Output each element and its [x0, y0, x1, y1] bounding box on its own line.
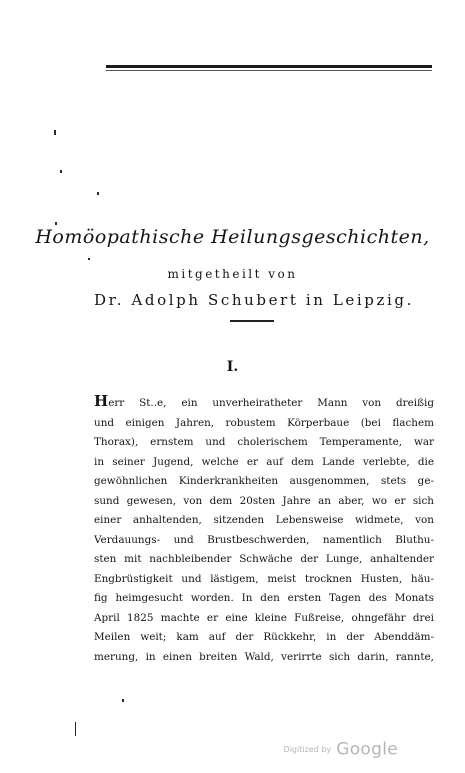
text-line: sten mit nachbleibender Schwäche der Lunge, anhaltender [94, 553, 434, 565]
article-title: Homöopathische Heilungsgeschichten, [35, 226, 430, 248]
text-line: merung, in einen breiten Wald, verirrte sich darin, rannte, [94, 650, 434, 663]
google-logo: Google [336, 739, 398, 759]
body-paragraph [94, 392, 434, 667]
text-line: Verdauungs- und Brustbeschwerden, namentlich Bluthu- [94, 533, 434, 546]
article-subtitle: mitgetheilt von [167, 267, 298, 281]
drop-cap: H [94, 392, 109, 410]
ink-speck [55, 222, 57, 225]
text-line: Engbrüstigkeit und lästigem, meist trocknen Husten, häu- [94, 572, 434, 585]
text-line: gewöhnlichen Kinderkrankheiten ausgenommen, stets ge- [94, 475, 434, 487]
google-watermark [284, 739, 398, 760]
ink-speck [122, 699, 124, 702]
text-line: sund gewesen, von dem 20sten Jahre an aber, wo er sich [94, 494, 434, 507]
text-line: in seiner Jugend, welche er auf dem Lande verlebte, die [94, 455, 434, 468]
author-underline [230, 320, 274, 322]
author-line: Dr. Adolph Schubert in Leipzig. [94, 291, 414, 309]
text-line: Herr St..e, ein unverheiratheter Mann von dreißig [94, 392, 434, 410]
ink-speck [60, 170, 62, 173]
ink-speck [97, 192, 99, 195]
text-line: Meilen weit; kam auf der Rückkehr, in der Abenddäm- [94, 631, 434, 643]
ink-speck [75, 722, 76, 736]
text-line: und einigen Jahren, robustem Körperbaue (bei flachem [94, 416, 434, 429]
header-rule [106, 65, 432, 68]
text-line: fig heimgesucht worden. In den ersten Tagen des Monats [94, 592, 434, 604]
watermark-prefix: Digitized by [283, 744, 332, 754]
text-line: einer anhaltenden, sitzenden Lebensweise widmete, von [94, 514, 434, 526]
text-line: Thorax), ernstem und cholerischem Temperamente, war [94, 436, 434, 448]
text-line: April 1825 machte er eine kleine Fußreise, ohngefähr drei [94, 611, 434, 624]
ink-speck [54, 130, 56, 135]
ink-speck [88, 258, 90, 260]
section-number: I. [226, 359, 239, 375]
